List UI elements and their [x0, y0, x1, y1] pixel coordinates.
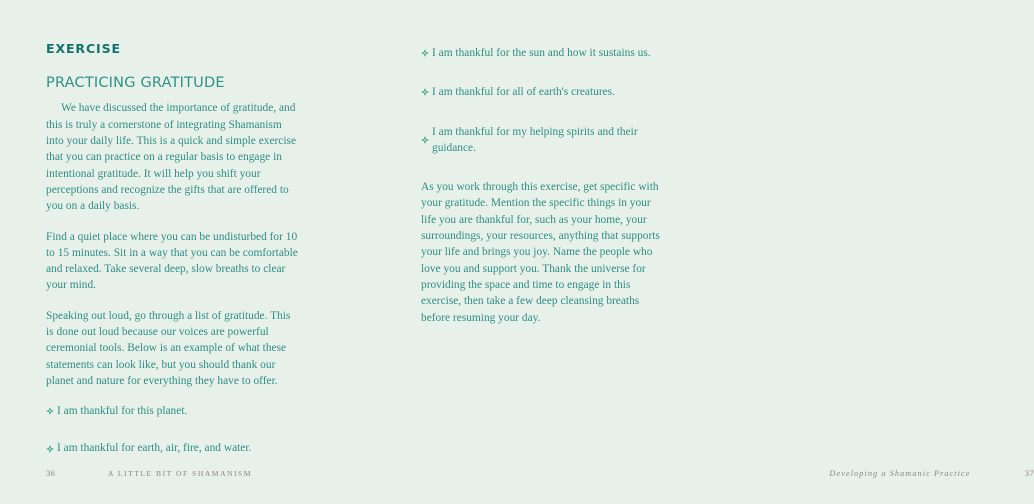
diamond-floret-icon	[421, 136, 429, 144]
running-head-recto: Developing a Shamanic Practice	[829, 469, 971, 478]
list-item-label: I am thankful for all of earth's creatures.	[432, 86, 615, 99]
page-number-recto: 37	[1024, 468, 1034, 478]
list-item	[421, 124, 663, 157]
page-number-verso: 36	[46, 468, 56, 478]
right-page-content	[421, 45, 663, 326]
diamond-floret-icon	[421, 49, 429, 57]
body-paragraph-right-1: As you work through this exercise, get specific with your gratitude. Mention the specific things in your life you are thankful for, such as your home, your surroundings, your resources, anything that supports your life and brings you joy. Name the people who love you and support you. Thank the universe for providing the space and time to engage in this exercise, then take a few deep cleansing breaths before resuming your day.	[421, 181, 660, 324]
gratitude-list-left	[46, 403, 298, 457]
body-paragraph-3: Speaking out loud, go through a list of gratitude. This is done out loud because our voices are powerful ceremonial tools. Below is an example of what these statements can look like, but you should thank our planet and nature for everything they have to offer.	[46, 309, 291, 387]
section-title: PRACTICING GRATITUDE	[46, 74, 225, 91]
list-item-label: I am thankful for this planet.	[57, 405, 188, 418]
page-recto	[360, 0, 1034, 504]
diamond-floret-icon	[46, 407, 54, 415]
left-page-content	[46, 42, 298, 478]
list-item	[421, 45, 663, 61]
body-paragraph-1: We have discussed the importance of gratitude, and this is truly a cornerstone of integrating Shamanism into your daily life. This is a quick and simple exercise that you can practice on a regular basis to engage in intentional gratitude. It will help you shift your perceptions and recognize the gifts that are offered to you on a daily basis.	[46, 102, 297, 213]
footer-recto	[766, 468, 1034, 482]
exercise-eyebrow-heading: EXERCISE	[46, 41, 121, 56]
list-item	[46, 403, 298, 419]
list-item-label: I am thankful for my helping spirits and their guidance.	[432, 125, 638, 154]
footer-verso	[46, 468, 314, 482]
running-head-verso: A LITTLE BIT OF SHAMANISM	[107, 469, 253, 478]
gratitude-list-right	[421, 45, 663, 156]
page-verso	[0, 0, 360, 504]
list-item	[421, 84, 663, 100]
diamond-floret-icon	[421, 88, 429, 96]
list-item-label: I am thankful for the sun and how it sustains us.	[432, 47, 651, 59]
body-paragraph-2: Find a quiet place where you can be undisturbed for 10 to 15 minutes. Sit in a way that you can be comfortable and relaxed. Take several deep, slow breaths to clear your mind.	[46, 230, 298, 292]
diamond-floret-icon	[46, 445, 54, 453]
list-item	[46, 440, 298, 456]
list-item-label: I am thankful for earth, air, fire, and water.	[57, 442, 252, 455]
